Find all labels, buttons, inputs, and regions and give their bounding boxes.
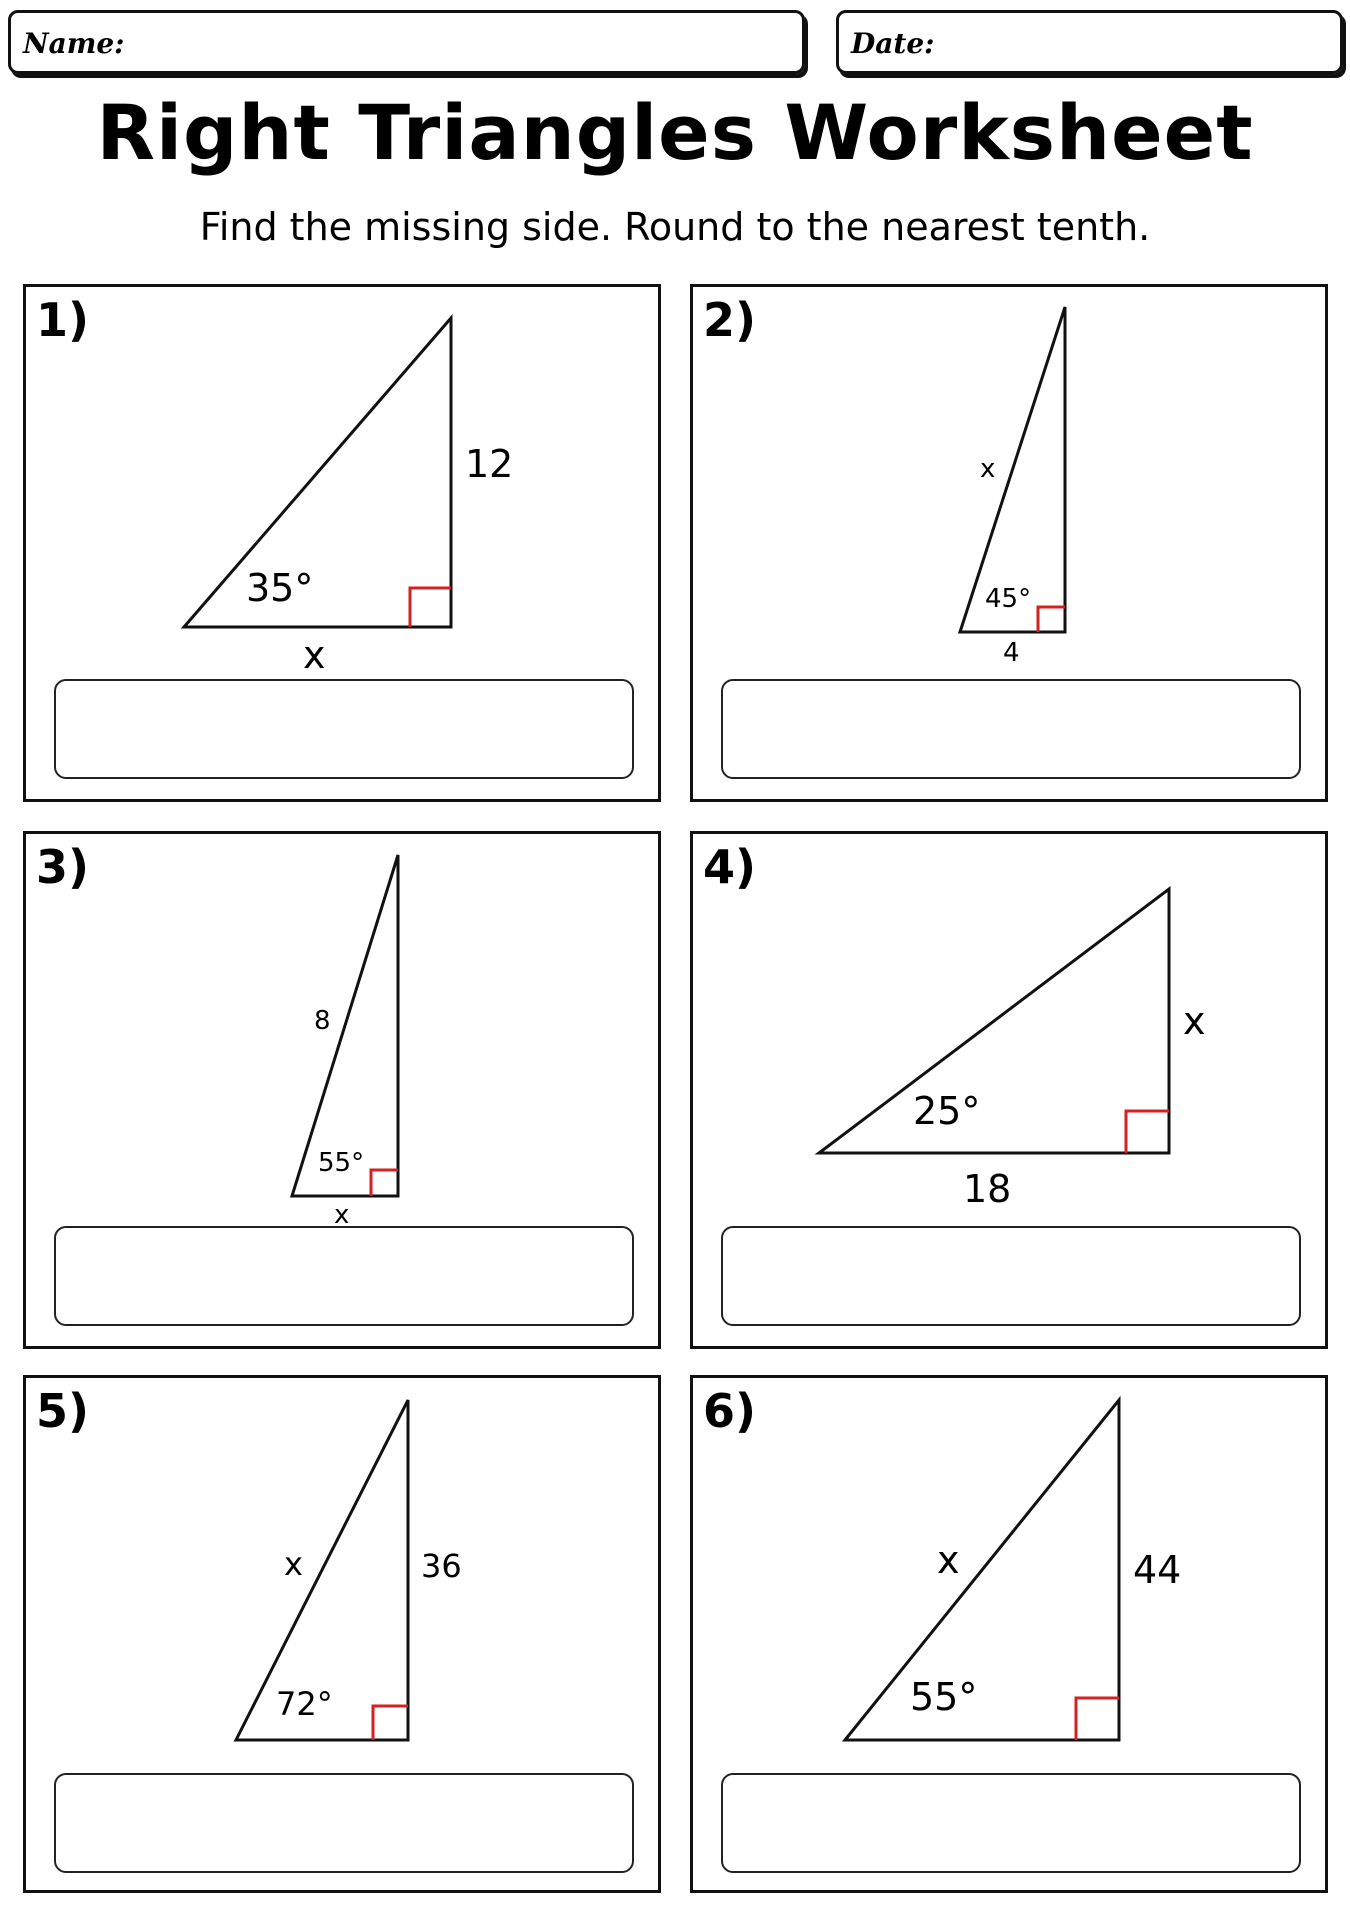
side-label: 36	[421, 1547, 462, 1585]
problem-number: 5)	[36, 1384, 90, 1438]
date-label: Date:	[851, 27, 935, 60]
problem-number: 2)	[703, 293, 757, 347]
date-field[interactable]	[836, 10, 1343, 74]
unknown-label: x	[284, 1545, 303, 1583]
problem-number: 3)	[36, 840, 90, 894]
problem-4-panel	[690, 831, 1328, 1349]
angle-label: 45°	[985, 584, 1032, 614]
worksheet-title: Right Triangles Worksheet	[96, 88, 1254, 177]
answer-box[interactable]	[721, 679, 1301, 779]
unknown-label: x	[303, 633, 326, 677]
angle-label: 72°	[276, 1685, 333, 1723]
angle-label: 55°	[318, 1148, 365, 1178]
answer-box[interactable]	[54, 679, 634, 779]
side-label: 44	[1133, 1548, 1182, 1592]
unknown-label: x	[937, 1538, 960, 1582]
answer-box[interactable]	[721, 1773, 1301, 1873]
problem-2-panel	[690, 284, 1328, 802]
angle-label: 55°	[910, 1675, 978, 1719]
answer-box[interactable]	[54, 1773, 634, 1873]
angle-label: 35°	[246, 566, 314, 610]
name-field[interactable]	[8, 10, 805, 74]
angle-label: 25°	[913, 1089, 981, 1133]
unknown-label: x	[334, 1200, 350, 1230]
problem-5-panel	[23, 1375, 661, 1893]
problem-number: 6)	[703, 1384, 757, 1438]
problem-number: 4)	[703, 840, 757, 894]
side-label: 8	[314, 1006, 331, 1036]
problem-6-panel	[690, 1375, 1328, 1893]
instructions: Find the missing side. Round to the nearest tenth.	[199, 205, 1151, 249]
side-label: 12	[465, 442, 514, 486]
answer-box[interactable]	[54, 1226, 634, 1326]
unknown-label: x	[1183, 999, 1206, 1043]
side-label: 4	[1003, 638, 1020, 668]
problem-1-panel	[23, 284, 661, 802]
side-label: 18	[963, 1167, 1012, 1211]
problem-number: 1)	[36, 293, 90, 347]
name-label: Name:	[23, 27, 125, 60]
problem-3-panel	[23, 831, 661, 1349]
answer-box[interactable]	[721, 1226, 1301, 1326]
unknown-label: x	[980, 454, 996, 484]
